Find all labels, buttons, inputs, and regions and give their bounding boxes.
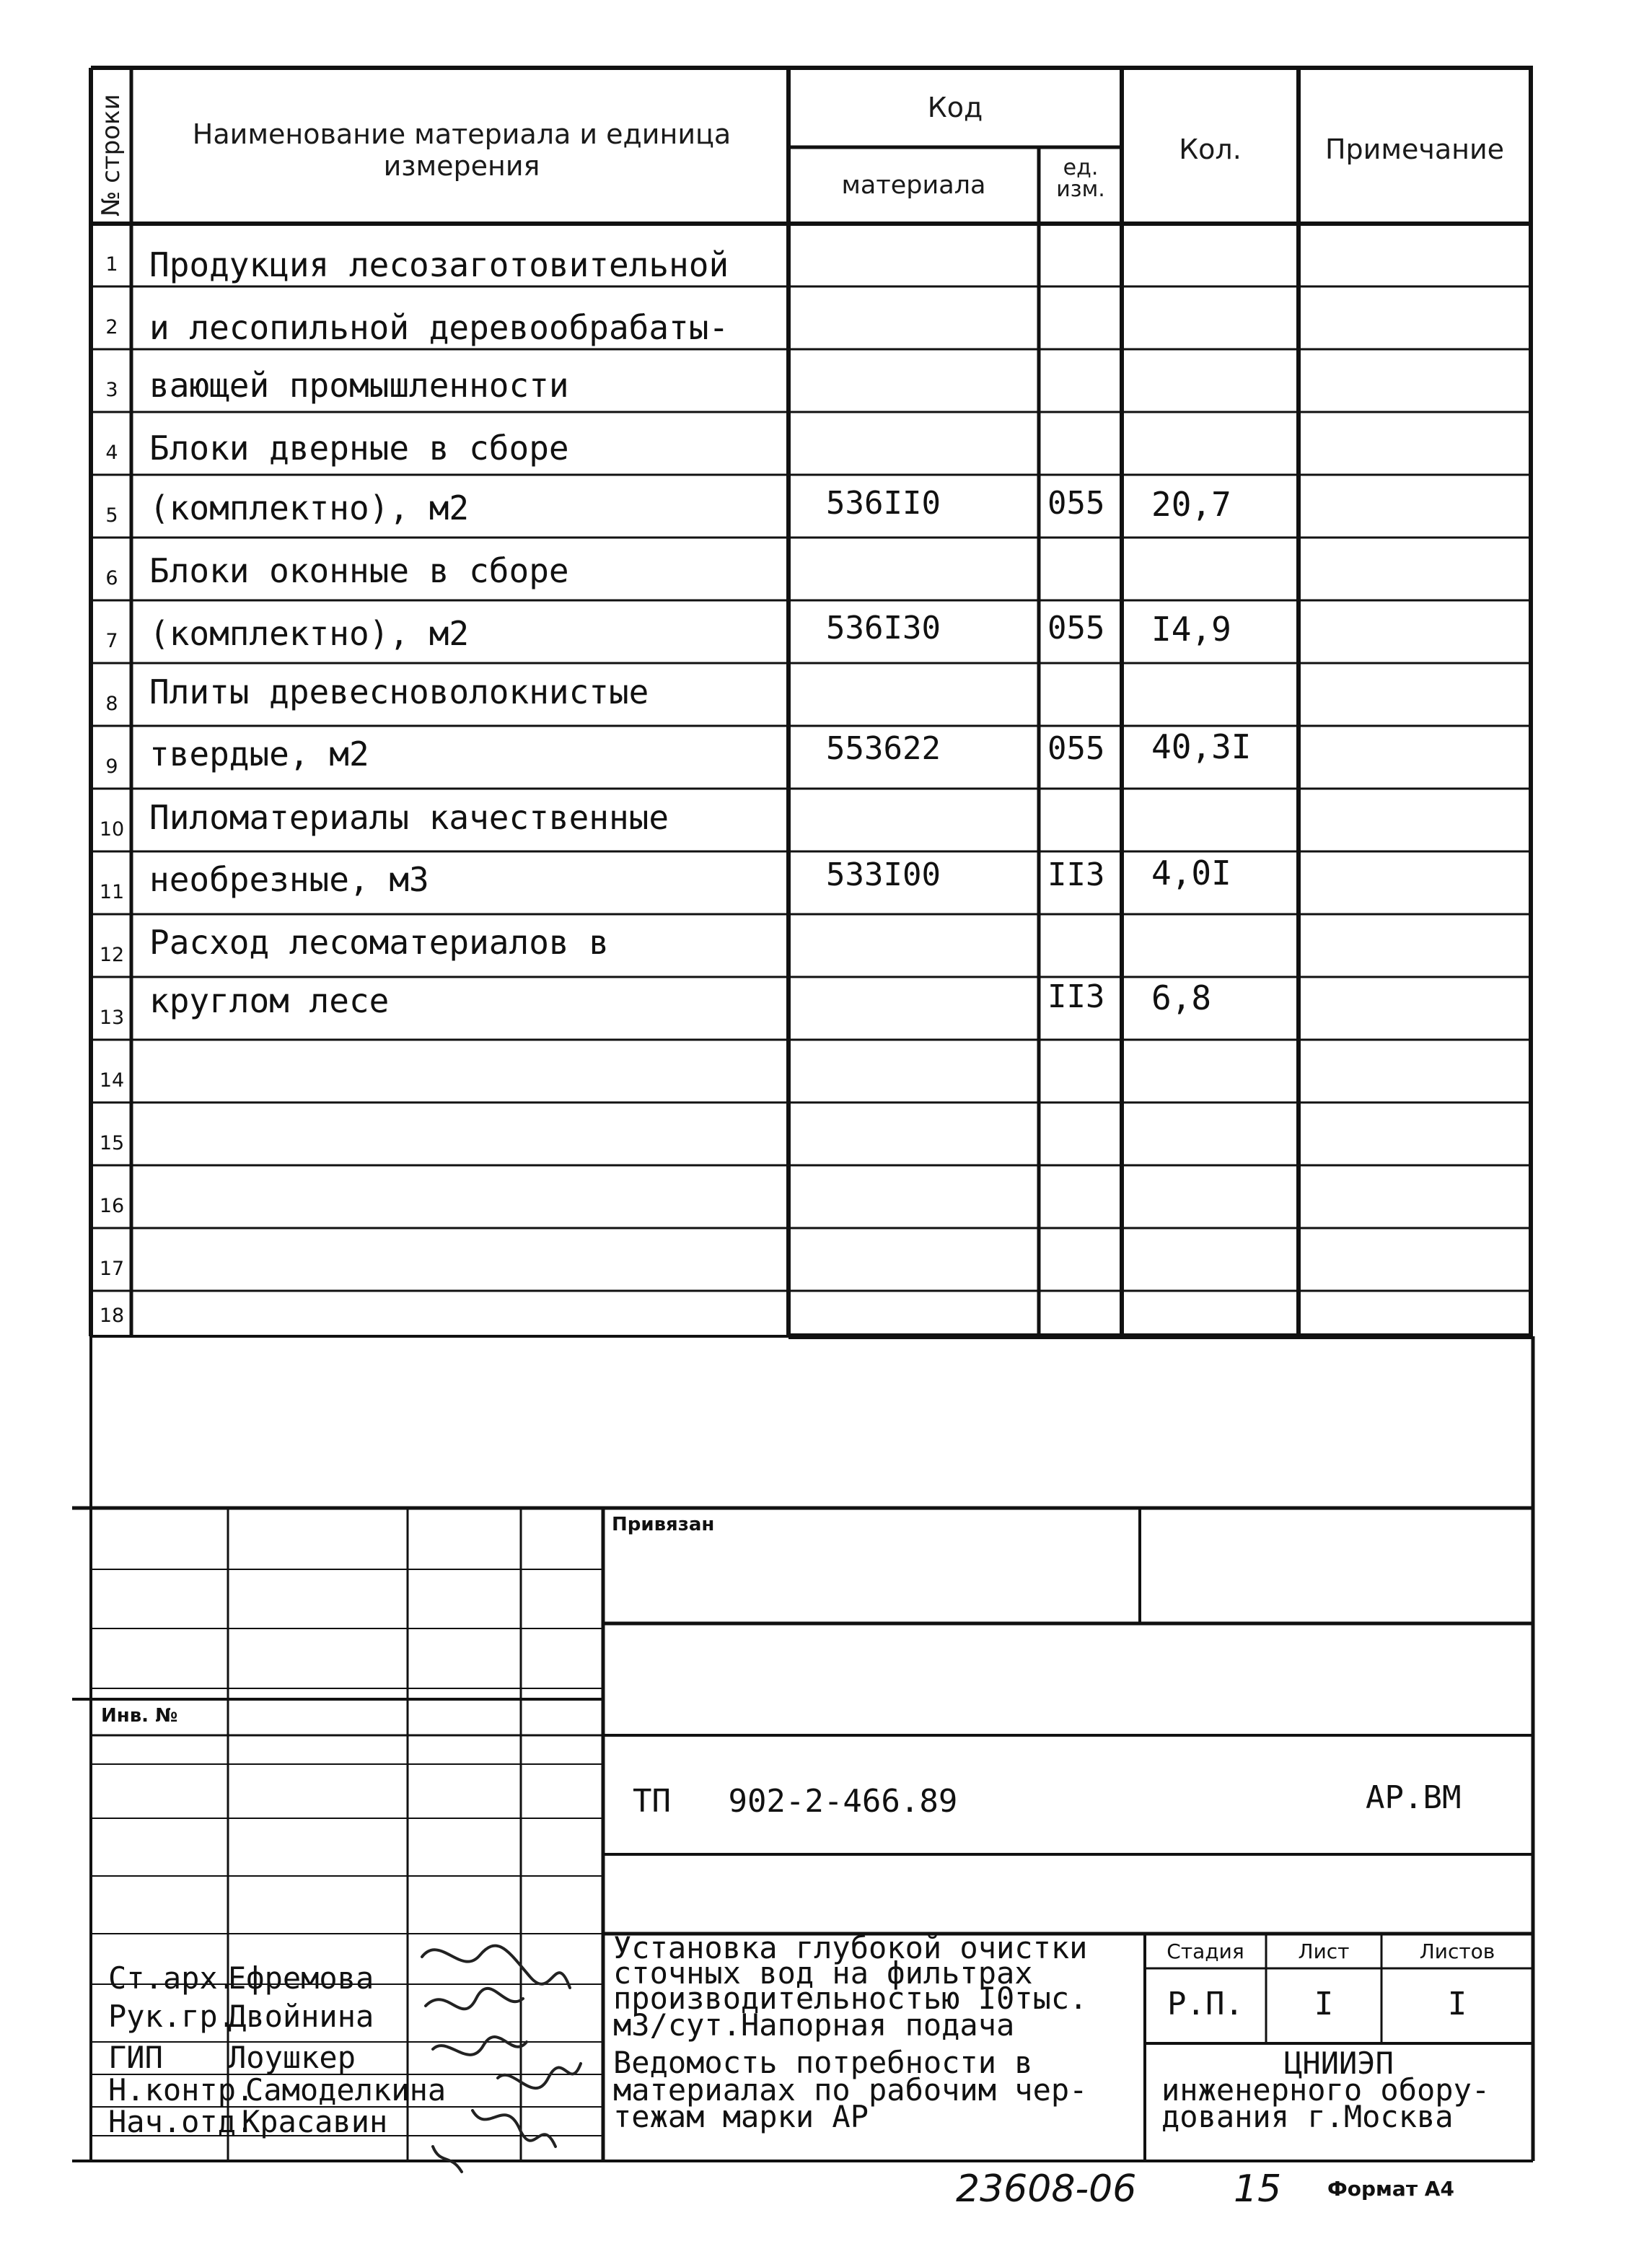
row-number: 4 <box>105 442 118 464</box>
sheet-title-line: материалах по рабочим чер- <box>613 2072 1088 2108</box>
unit-code: 055 <box>1047 730 1105 767</box>
stage-value: Р.П. <box>1167 1986 1244 2022</box>
signature-role: Рук.гр. <box>108 1999 237 2034</box>
material-name: (комплектно), м2 <box>149 488 470 527</box>
format-label: Формат А4 <box>1327 2177 1454 2201</box>
row-number: 16 <box>99 1195 125 1217</box>
header-code-unit: ед. изм. <box>1056 155 1105 202</box>
row-number: 17 <box>99 1258 125 1280</box>
unit-code: II3 <box>1047 856 1105 893</box>
row-number: 14 <box>99 1069 125 1092</box>
row-number: 1 <box>105 253 118 276</box>
quantity-value: I4,9 <box>1151 610 1231 649</box>
quantity-value: 4,0I <box>1151 854 1231 893</box>
material-name: (комплектно), м2 <box>149 614 470 653</box>
unit-code: II3 <box>1047 978 1105 1015</box>
material-name: Пиломатериалы качественные <box>149 798 669 837</box>
material-name: твердые, м2 <box>149 735 369 773</box>
document-number: ТП 902-2-466.89 <box>633 1783 958 1820</box>
sheet-label: Лист <box>1298 1939 1350 1963</box>
signature-role: Н.контр. <box>108 2072 255 2108</box>
row-number: 12 <box>99 944 125 966</box>
signature-name: Двойнина <box>228 1999 374 2034</box>
row-number: 18 <box>99 1305 125 1327</box>
unit-code: 055 <box>1047 610 1105 646</box>
header-name: Наименование материала и единица измерения <box>192 118 731 182</box>
material-name: Блоки оконные в сборе <box>149 551 569 590</box>
row-number: 10 <box>99 818 125 841</box>
header-code-material: материала <box>841 171 986 200</box>
signature-name: Красавин <box>242 2104 388 2139</box>
inv-number-label: Инв. № <box>101 1705 178 1727</box>
row-number: 5 <box>105 504 118 527</box>
row-number: 15 <box>99 1132 125 1154</box>
header-code: Код <box>927 92 983 123</box>
row-number: 7 <box>105 630 118 652</box>
material-code: 536II0 <box>826 485 941 522</box>
row-number: 8 <box>105 693 118 715</box>
row-number: 11 <box>99 881 125 903</box>
quantity-value: 40,3I <box>1151 727 1252 766</box>
header-note: Примечание <box>1324 133 1505 165</box>
unit-code: 055 <box>1047 485 1105 522</box>
organization-line: дования г.Москва <box>1161 2099 1454 2134</box>
material-name: Продукция лесозаготовительной <box>149 245 729 284</box>
page-number: 15 <box>1234 2167 1282 2211</box>
material-name: вающей промышленности <box>149 366 569 405</box>
row-number: 6 <box>105 567 118 589</box>
project-title-line: Установка глубокой очистки <box>613 1930 1088 1965</box>
project-title-line: м3/сут.Напорная подача <box>613 2007 1015 2043</box>
sheet-title-line: тежам марки АР <box>613 2099 869 2134</box>
header-row-number: № строки <box>97 94 126 216</box>
project-title-line: сточных вод на фильтрах <box>613 1955 1033 1991</box>
privyazan-label: Привязан <box>612 1514 715 1535</box>
sheets-label: Листов <box>1419 1939 1495 1963</box>
header-quantity: Кол. <box>1179 133 1242 165</box>
signature-name: Лоушкер <box>228 2040 356 2075</box>
sheet-value: I <box>1314 1986 1334 2022</box>
material-code: 533I00 <box>826 856 941 893</box>
row-number: 2 <box>105 316 118 338</box>
organization-line: ЦНИИЭП <box>1284 2046 1394 2081</box>
material-code: 536I30 <box>826 610 941 646</box>
quantity-value: 6,8 <box>1151 978 1212 1017</box>
signature-role: Нач.отд. <box>108 2104 255 2139</box>
material-name: Расход лесоматериалов в <box>149 923 609 962</box>
material-code: 553622 <box>826 730 941 767</box>
signature-name: Ефремова <box>228 1960 374 1996</box>
stage-label: Стадия <box>1166 1939 1244 1963</box>
material-name: Блоки дверные в сборе <box>149 429 569 468</box>
signature-role: Ст.арх. <box>108 1960 237 1996</box>
material-name: необрезные, м3 <box>149 860 429 899</box>
material-name: круглом лесе <box>149 981 390 1020</box>
signature-name: Самоделкина <box>245 2072 447 2108</box>
archive-stamp-number: 23608-06 <box>956 2167 1137 2211</box>
organization-line: инженерного обору- <box>1161 2072 1490 2108</box>
row-number: 13 <box>99 1007 125 1029</box>
material-name: Плиты древесноволокнистые <box>149 672 649 711</box>
document-mark: АР.ВМ <box>1366 1779 1462 1816</box>
sheet-title-line: Ведомость потребности в <box>613 2045 1033 2080</box>
quantity-value: 20,7 <box>1151 485 1231 524</box>
row-number: 3 <box>105 379 118 401</box>
row-number: 9 <box>105 755 118 778</box>
signature-role: ГИП <box>108 2040 163 2075</box>
project-title-line: производительностью I0тыс. <box>613 1981 1088 2016</box>
sheets-value: I <box>1447 1986 1467 2022</box>
material-name: и лесопильной деревообрабаты- <box>149 308 729 347</box>
